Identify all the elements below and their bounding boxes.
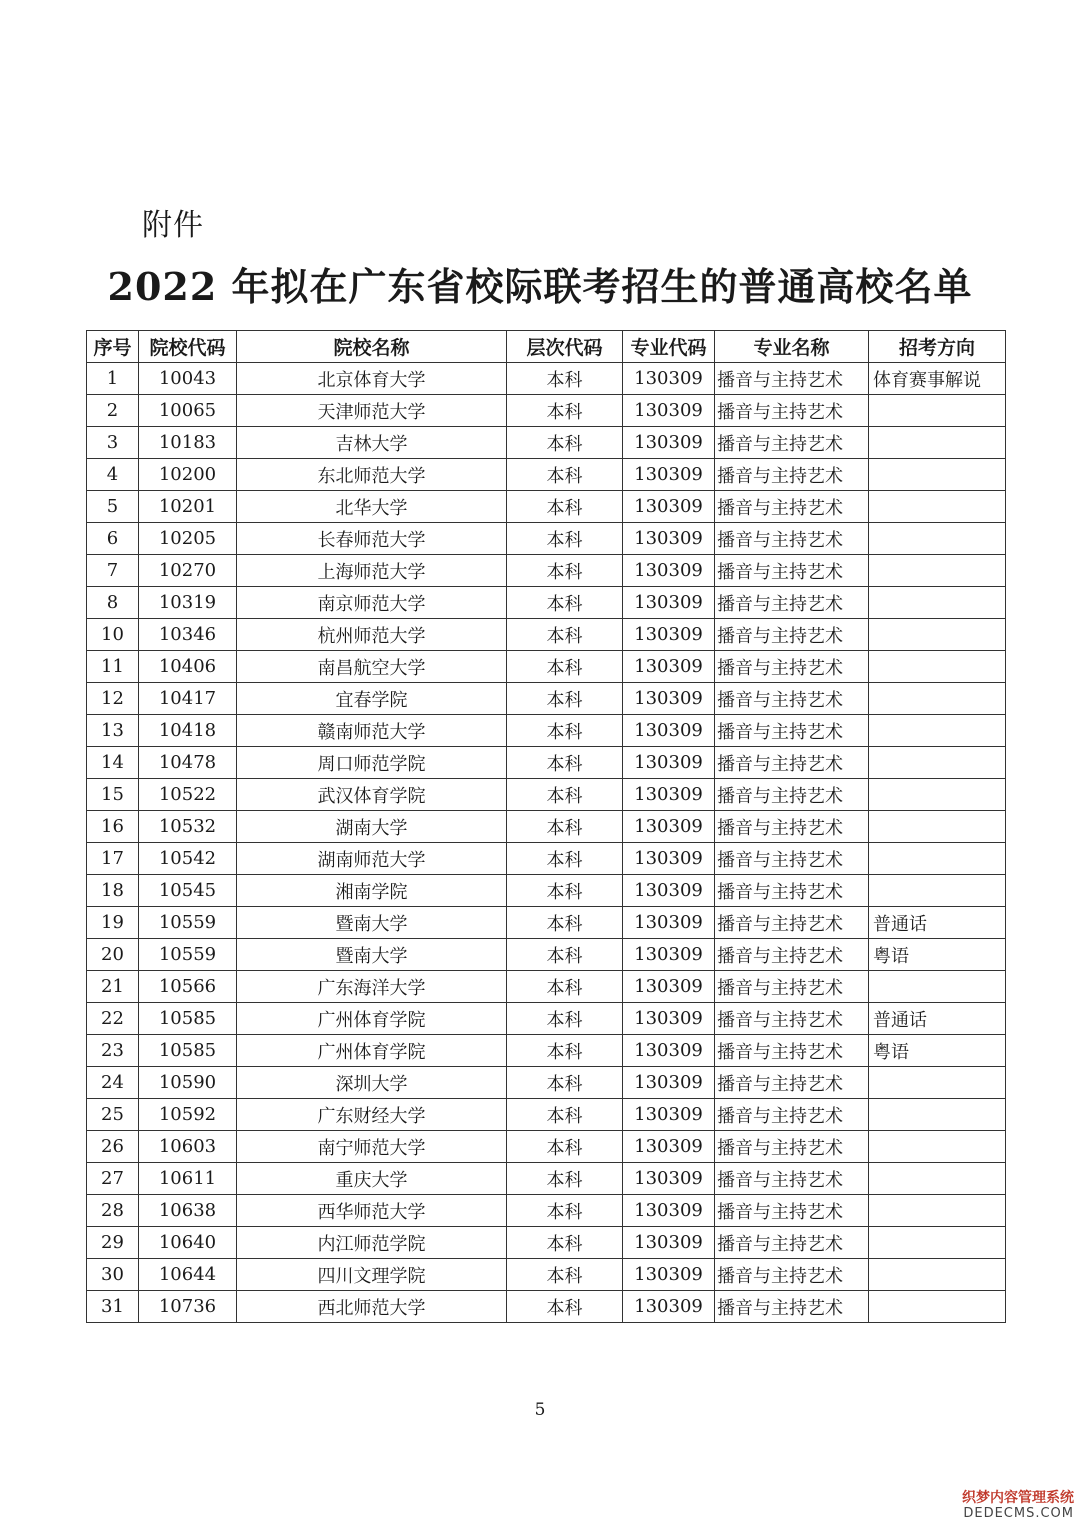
- cell-index: 25: [87, 1099, 139, 1131]
- cell-index: 11: [87, 651, 139, 683]
- cell-school-code: 10417: [139, 683, 237, 715]
- cell-level: 本科: [507, 1291, 623, 1323]
- table-row: [87, 523, 1006, 555]
- cell-school-code: 10522: [139, 779, 237, 811]
- table-header-row: [87, 331, 1006, 363]
- table-row: [87, 1227, 1006, 1259]
- cell-direction: [869, 427, 1006, 459]
- cell-level: 本科: [507, 811, 623, 843]
- table-row: [87, 1099, 1006, 1131]
- cell-major-code: 130309: [623, 1259, 715, 1291]
- cell-index: 24: [87, 1067, 139, 1099]
- cell-school-name: 湖南大学: [237, 811, 507, 843]
- table-row: [87, 1163, 1006, 1195]
- cell-major-code: 130309: [623, 523, 715, 555]
- cell-school-name: 武汉体育学院: [237, 779, 507, 811]
- cell-level: 本科: [507, 587, 623, 619]
- table-row: [87, 1291, 1006, 1323]
- cell-school-code: 10644: [139, 1259, 237, 1291]
- cell-major-code: 130309: [623, 1291, 715, 1323]
- cell-school-code: 10640: [139, 1227, 237, 1259]
- cell-major-code: 130309: [623, 395, 715, 427]
- table-row: [87, 779, 1006, 811]
- cell-major-code: 130309: [623, 939, 715, 971]
- cell-index: 5: [87, 491, 139, 523]
- cell-school-name: 上海师范大学: [237, 555, 507, 587]
- cell-school-code: 10201: [139, 491, 237, 523]
- watermark-cn: 织梦内容管理系统: [962, 1490, 1074, 1507]
- table-row: [87, 747, 1006, 779]
- cell-major: 播音与主持艺术: [715, 1035, 869, 1067]
- table-row: [87, 1131, 1006, 1163]
- table-row: [87, 587, 1006, 619]
- cell-level: 本科: [507, 875, 623, 907]
- cell-direction: [869, 619, 1006, 651]
- cell-index: 14: [87, 747, 139, 779]
- cell-major-code: 130309: [623, 587, 715, 619]
- cell-major-code: 130309: [623, 427, 715, 459]
- table-row: [87, 651, 1006, 683]
- cell-school-code: 10592: [139, 1099, 237, 1131]
- cell-direction: [869, 811, 1006, 843]
- cell-direction: [869, 1099, 1006, 1131]
- cell-school-code: 10319: [139, 587, 237, 619]
- cell-major: 播音与主持艺术: [715, 587, 869, 619]
- table-row: [87, 715, 1006, 747]
- cell-school-name: 南昌航空大学: [237, 651, 507, 683]
- cell-index: 3: [87, 427, 139, 459]
- cell-major: 播音与主持艺术: [715, 875, 869, 907]
- cell-major: 播音与主持艺术: [715, 459, 869, 491]
- cell-major: 播音与主持艺术: [715, 1099, 869, 1131]
- cell-major: 播音与主持艺术: [715, 939, 869, 971]
- cell-level: 本科: [507, 715, 623, 747]
- cell-direction: [869, 1195, 1006, 1227]
- cell-level: 本科: [507, 1003, 623, 1035]
- cell-index: 31: [87, 1291, 139, 1323]
- cell-major: 播音与主持艺术: [715, 363, 869, 395]
- cell-major-code: 130309: [623, 1003, 715, 1035]
- cell-major-code: 130309: [623, 811, 715, 843]
- cell-major: 播音与主持艺术: [715, 683, 869, 715]
- cell-major: 播音与主持艺术: [715, 715, 869, 747]
- cell-school-name: 北华大学: [237, 491, 507, 523]
- cell-major-code: 130309: [623, 459, 715, 491]
- cell-direction: [869, 1227, 1006, 1259]
- table-row: [87, 395, 1006, 427]
- cell-index: 29: [87, 1227, 139, 1259]
- cell-school-name: 东北师范大学: [237, 459, 507, 491]
- cell-direction: [869, 779, 1006, 811]
- cell-school-code: 10585: [139, 1003, 237, 1035]
- cell-level: 本科: [507, 555, 623, 587]
- cell-major-code: 130309: [623, 491, 715, 523]
- cell-school-name: 杭州师范大学: [237, 619, 507, 651]
- watermark-en: DEDECMS.COM: [963, 1505, 1074, 1521]
- cell-major: 播音与主持艺术: [715, 779, 869, 811]
- cell-direction: [869, 875, 1006, 907]
- cell-school-code: 10346: [139, 619, 237, 651]
- watermark: [962, 1491, 1074, 1521]
- cell-school-name: 宜春学院: [237, 683, 507, 715]
- table-row: [87, 1259, 1006, 1291]
- cell-school-code: 10406: [139, 651, 237, 683]
- cell-major-code: 130309: [623, 843, 715, 875]
- cell-major: 播音与主持艺术: [715, 395, 869, 427]
- cell-major-code: 130309: [623, 971, 715, 1003]
- cell-major-code: 130309: [623, 907, 715, 939]
- cell-major: 播音与主持艺术: [715, 555, 869, 587]
- cell-index: 10: [87, 619, 139, 651]
- header-level-code: 层次代码: [507, 331, 623, 363]
- cell-school-code: 10532: [139, 811, 237, 843]
- cell-major: 播音与主持艺术: [715, 651, 869, 683]
- table-row: [87, 843, 1006, 875]
- cell-index: 23: [87, 1035, 139, 1067]
- cell-index: 26: [87, 1131, 139, 1163]
- cell-major-code: 130309: [623, 1227, 715, 1259]
- cell-school-code: 10200: [139, 459, 237, 491]
- cell-level: 本科: [507, 747, 623, 779]
- cell-school-code: 10065: [139, 395, 237, 427]
- cell-level: 本科: [507, 683, 623, 715]
- cell-school-name: 暨南大学: [237, 939, 507, 971]
- cell-school-code: 10542: [139, 843, 237, 875]
- cell-major: 播音与主持艺术: [715, 1195, 869, 1227]
- cell-level: 本科: [507, 1227, 623, 1259]
- cell-level: 本科: [507, 843, 623, 875]
- table-row: [87, 811, 1006, 843]
- cell-school-code: 10545: [139, 875, 237, 907]
- cell-major-code: 130309: [623, 875, 715, 907]
- cell-major-code: 130309: [623, 555, 715, 587]
- cell-major: 播音与主持艺术: [715, 427, 869, 459]
- cell-major: 播音与主持艺术: [715, 619, 869, 651]
- cell-school-name: 内江师范学院: [237, 1227, 507, 1259]
- cell-level: 本科: [507, 1259, 623, 1291]
- cell-index: 20: [87, 939, 139, 971]
- cell-major-code: 130309: [623, 715, 715, 747]
- cell-direction: [869, 395, 1006, 427]
- cell-direction: 粤语: [869, 939, 1006, 971]
- cell-index: 1: [87, 363, 139, 395]
- cell-direction: [869, 1131, 1006, 1163]
- cell-level: 本科: [507, 779, 623, 811]
- cell-level: 本科: [507, 523, 623, 555]
- cell-school-code: 10043: [139, 363, 237, 395]
- cell-major: 播音与主持艺术: [715, 971, 869, 1003]
- cell-major: 播音与主持艺术: [715, 1259, 869, 1291]
- attachment-label: 附件: [142, 208, 204, 243]
- cell-major-code: 130309: [623, 1195, 715, 1227]
- cell-level: 本科: [507, 971, 623, 1003]
- cell-direction: [869, 1163, 1006, 1195]
- cell-index: 6: [87, 523, 139, 555]
- cell-major-code: 130309: [623, 1067, 715, 1099]
- cell-major-code: 130309: [623, 363, 715, 395]
- header-school-name: 院校名称: [237, 331, 507, 363]
- cell-school-name: 广东财经大学: [237, 1099, 507, 1131]
- cell-level: 本科: [507, 907, 623, 939]
- cell-direction: [869, 683, 1006, 715]
- cell-major: 播音与主持艺术: [715, 843, 869, 875]
- table-row: [87, 427, 1006, 459]
- cell-school-name: 西华师范大学: [237, 1195, 507, 1227]
- header-school-code: 院校代码: [139, 331, 237, 363]
- cell-school-code: 10603: [139, 1131, 237, 1163]
- cell-school-code: 10559: [139, 939, 237, 971]
- cell-direction: [869, 651, 1006, 683]
- cell-index: 4: [87, 459, 139, 491]
- table-row: [87, 907, 1006, 939]
- cell-major-code: 130309: [623, 1131, 715, 1163]
- cell-school-name: 广州体育学院: [237, 1035, 507, 1067]
- cell-school-name: 暨南大学: [237, 907, 507, 939]
- header-exam-direction: 招考方向: [869, 331, 1006, 363]
- school-list-table: [86, 330, 1006, 1323]
- cell-direction: [869, 587, 1006, 619]
- cell-major-code: 130309: [623, 1035, 715, 1067]
- cell-index: 30: [87, 1259, 139, 1291]
- cell-index: 28: [87, 1195, 139, 1227]
- cell-index: 7: [87, 555, 139, 587]
- cell-school-code: 10559: [139, 907, 237, 939]
- cell-index: 15: [87, 779, 139, 811]
- table-row: [87, 1003, 1006, 1035]
- cell-major: 播音与主持艺术: [715, 523, 869, 555]
- cell-major-code: 130309: [623, 683, 715, 715]
- cell-school-code: 10418: [139, 715, 237, 747]
- cell-direction: [869, 491, 1006, 523]
- cell-index: 18: [87, 875, 139, 907]
- cell-school-name: 广东海洋大学: [237, 971, 507, 1003]
- cell-school-code: 10585: [139, 1035, 237, 1067]
- cell-index: 19: [87, 907, 139, 939]
- cell-index: 22: [87, 1003, 139, 1035]
- table-body: [87, 363, 1006, 1323]
- cell-school-name: 四川文理学院: [237, 1259, 507, 1291]
- cell-major-code: 130309: [623, 1099, 715, 1131]
- cell-index: 8: [87, 587, 139, 619]
- cell-school-name: 南京师范大学: [237, 587, 507, 619]
- cell-level: 本科: [507, 1195, 623, 1227]
- cell-major: 播音与主持艺术: [715, 1227, 869, 1259]
- table-row: [87, 619, 1006, 651]
- cell-direction: [869, 1067, 1006, 1099]
- cell-direction: [869, 1291, 1006, 1323]
- cell-direction: [869, 459, 1006, 491]
- cell-direction: 普通话: [869, 907, 1006, 939]
- table-row: [87, 683, 1006, 715]
- cell-level: 本科: [507, 1067, 623, 1099]
- table-row: [87, 491, 1006, 523]
- cell-school-name: 周口师范学院: [237, 747, 507, 779]
- cell-index: 21: [87, 971, 139, 1003]
- cell-school-name: 湘南学院: [237, 875, 507, 907]
- cell-major-code: 130309: [623, 747, 715, 779]
- cell-school-code: 10183: [139, 427, 237, 459]
- cell-school-code: 10270: [139, 555, 237, 587]
- cell-direction: [869, 971, 1006, 1003]
- cell-school-name: 西北师范大学: [237, 1291, 507, 1323]
- cell-level: 本科: [507, 427, 623, 459]
- cell-school-code: 10478: [139, 747, 237, 779]
- cell-direction: 体育赛事解说: [869, 363, 1006, 395]
- cell-level: 本科: [507, 619, 623, 651]
- cell-index: 13: [87, 715, 139, 747]
- cell-school-name: 湖南师范大学: [237, 843, 507, 875]
- cell-school-code: 10205: [139, 523, 237, 555]
- cell-major: 播音与主持艺术: [715, 1067, 869, 1099]
- cell-major: 播音与主持艺术: [715, 907, 869, 939]
- cell-index: 17: [87, 843, 139, 875]
- cell-school-name: 重庆大学: [237, 1163, 507, 1195]
- cell-index: 12: [87, 683, 139, 715]
- cell-level: 本科: [507, 939, 623, 971]
- cell-school-code: 10590: [139, 1067, 237, 1099]
- table-row: [87, 875, 1006, 907]
- cell-school-code: 10638: [139, 1195, 237, 1227]
- cell-major: 播音与主持艺术: [715, 491, 869, 523]
- cell-major-code: 130309: [623, 619, 715, 651]
- cell-direction: [869, 843, 1006, 875]
- cell-level: 本科: [507, 1131, 623, 1163]
- cell-level: 本科: [507, 651, 623, 683]
- cell-direction: 普通话: [869, 1003, 1006, 1035]
- cell-direction: 粤语: [869, 1035, 1006, 1067]
- cell-major-code: 130309: [623, 779, 715, 811]
- cell-school-code: 10611: [139, 1163, 237, 1195]
- cell-school-name: 长春师范大学: [237, 523, 507, 555]
- table-row: [87, 555, 1006, 587]
- cell-major: 播音与主持艺术: [715, 811, 869, 843]
- cell-level: 本科: [507, 459, 623, 491]
- cell-direction: [869, 523, 1006, 555]
- cell-school-name: 深圳大学: [237, 1067, 507, 1099]
- header-index: 序号: [87, 331, 139, 363]
- table-row: [87, 1067, 1006, 1099]
- table-row: [87, 1035, 1006, 1067]
- cell-major: 播音与主持艺术: [715, 1003, 869, 1035]
- header-major-name: 专业名称: [715, 331, 869, 363]
- cell-major-code: 130309: [623, 651, 715, 683]
- cell-level: 本科: [507, 491, 623, 523]
- cell-direction: [869, 715, 1006, 747]
- cell-major-code: 130309: [623, 1163, 715, 1195]
- page-number: 5: [534, 1400, 546, 1420]
- cell-major: 播音与主持艺术: [715, 747, 869, 779]
- cell-school-name: 北京体育大学: [237, 363, 507, 395]
- cell-level: 本科: [507, 1035, 623, 1067]
- cell-index: 27: [87, 1163, 139, 1195]
- cell-school-name: 天津师范大学: [237, 395, 507, 427]
- table-row: [87, 459, 1006, 491]
- cell-direction: [869, 555, 1006, 587]
- header-major-code: 专业代码: [623, 331, 715, 363]
- cell-direction: [869, 747, 1006, 779]
- cell-index: 2: [87, 395, 139, 427]
- cell-level: 本科: [507, 395, 623, 427]
- cell-index: 16: [87, 811, 139, 843]
- cell-school-name: 赣南师范大学: [237, 715, 507, 747]
- cell-direction: [869, 1259, 1006, 1291]
- cell-level: 本科: [507, 1163, 623, 1195]
- cell-major: 播音与主持艺术: [715, 1131, 869, 1163]
- table-row: [87, 1195, 1006, 1227]
- table-row: [87, 363, 1006, 395]
- cell-school-name: 南宁师范大学: [237, 1131, 507, 1163]
- cell-level: 本科: [507, 363, 623, 395]
- cell-school-code: 10566: [139, 971, 237, 1003]
- table-row: [87, 939, 1006, 971]
- cell-level: 本科: [507, 1099, 623, 1131]
- cell-major: 播音与主持艺术: [715, 1291, 869, 1323]
- table-row: [87, 971, 1006, 1003]
- cell-school-name: 吉林大学: [237, 427, 507, 459]
- cell-school-name: 广州体育学院: [237, 1003, 507, 1035]
- cell-major: 播音与主持艺术: [715, 1163, 869, 1195]
- document-title: 2022 年拟在广东省校际联考招生的普通高校名单: [107, 264, 973, 309]
- cell-school-code: 10736: [139, 1291, 237, 1323]
